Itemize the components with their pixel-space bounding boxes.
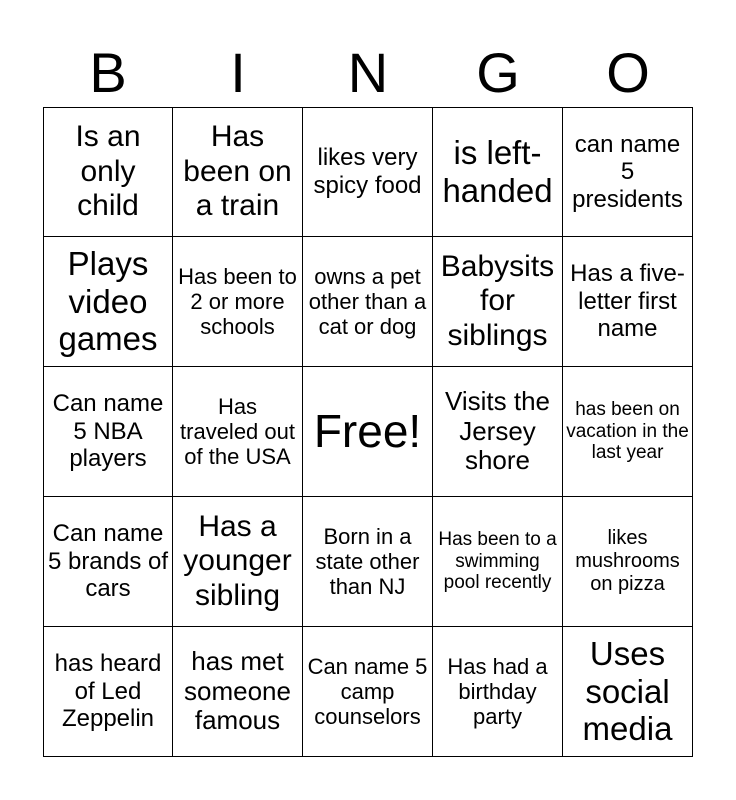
bingo-cell[interactable] bbox=[433, 627, 563, 757]
header-letter-n: N bbox=[347, 41, 389, 104]
bingo-cell[interactable] bbox=[43, 367, 173, 497]
cell-text: Can name 5 brands of cars bbox=[47, 520, 169, 603]
bingo-cell[interactable] bbox=[173, 367, 303, 497]
cell-text: Has traveled out of the USA bbox=[180, 393, 295, 470]
bingo-cell[interactable] bbox=[563, 237, 693, 367]
bingo-cell[interactable] bbox=[433, 367, 563, 497]
bingo-cell[interactable] bbox=[303, 497, 433, 627]
cell-text: has met someone famous bbox=[184, 645, 291, 736]
bingo-cell[interactable] bbox=[173, 107, 303, 237]
cell-text: Has been to a swimming pool recently bbox=[438, 528, 557, 594]
cell-text: is left-handed bbox=[442, 134, 553, 209]
free-space-cell[interactable] bbox=[303, 367, 433, 497]
bingo-cell[interactable] bbox=[303, 107, 433, 237]
cell-text: Is an only child bbox=[75, 120, 141, 223]
bingo-cell[interactable] bbox=[43, 237, 173, 367]
cell-text: Has a younger sibling bbox=[183, 509, 292, 612]
cell-text: likes mushrooms on pizza bbox=[575, 527, 680, 595]
header-letter-g: G bbox=[476, 41, 520, 104]
cell-text: Has been on a train bbox=[183, 120, 292, 223]
bingo-cell[interactable] bbox=[173, 497, 303, 627]
cell-text: likes very spicy food bbox=[313, 144, 422, 199]
cell-text: Can name 5 camp counselors bbox=[307, 653, 428, 730]
bingo-cell[interactable] bbox=[43, 627, 173, 757]
bingo-cell[interactable] bbox=[43, 497, 173, 627]
cell-text: Has had a birthday party bbox=[447, 653, 548, 730]
header-letter-o: O bbox=[606, 41, 650, 104]
bingo-cell[interactable] bbox=[173, 237, 303, 367]
cell-text: Plays video games bbox=[58, 244, 158, 358]
bingo-cell[interactable] bbox=[303, 627, 433, 757]
cell-text: has heard of Led Zeppelin bbox=[54, 650, 162, 733]
free-space-text: Free! bbox=[313, 405, 422, 458]
bingo-cell[interactable] bbox=[433, 107, 563, 237]
bingo-cell[interactable] bbox=[563, 497, 693, 627]
cell-text: has been on vacation in the last year bbox=[566, 398, 689, 464]
bingo-cell[interactable] bbox=[433, 237, 563, 367]
header-letter-i: I bbox=[230, 41, 246, 104]
bingo-cell[interactable] bbox=[563, 107, 693, 237]
cell-text: Has been to 2 or more schools bbox=[178, 263, 297, 340]
cell-text: Has a five-letter first name bbox=[570, 260, 685, 343]
bingo-board bbox=[43, 107, 693, 757]
bingo-cell[interactable] bbox=[43, 107, 173, 237]
bingo-cell[interactable] bbox=[173, 627, 303, 757]
cell-text: owns a pet other than a cat or dog bbox=[308, 263, 427, 340]
cell-text: Uses social media bbox=[582, 634, 673, 748]
bingo-cell[interactable] bbox=[433, 497, 563, 627]
bingo-header bbox=[43, 40, 693, 106]
cell-text: Born in a state other than NJ bbox=[315, 523, 420, 600]
cell-text: Visits the Jersey shore bbox=[444, 385, 550, 476]
bingo-cell[interactable] bbox=[563, 367, 693, 497]
cell-text: Babysits for siblings bbox=[440, 249, 555, 352]
cell-text: can name 5 presidents bbox=[572, 130, 683, 213]
bingo-cell[interactable] bbox=[303, 237, 433, 367]
bingo-cell[interactable] bbox=[563, 627, 693, 757]
header-letter-b: B bbox=[89, 41, 127, 104]
cell-text: Can name 5 NBA players bbox=[52, 390, 164, 473]
